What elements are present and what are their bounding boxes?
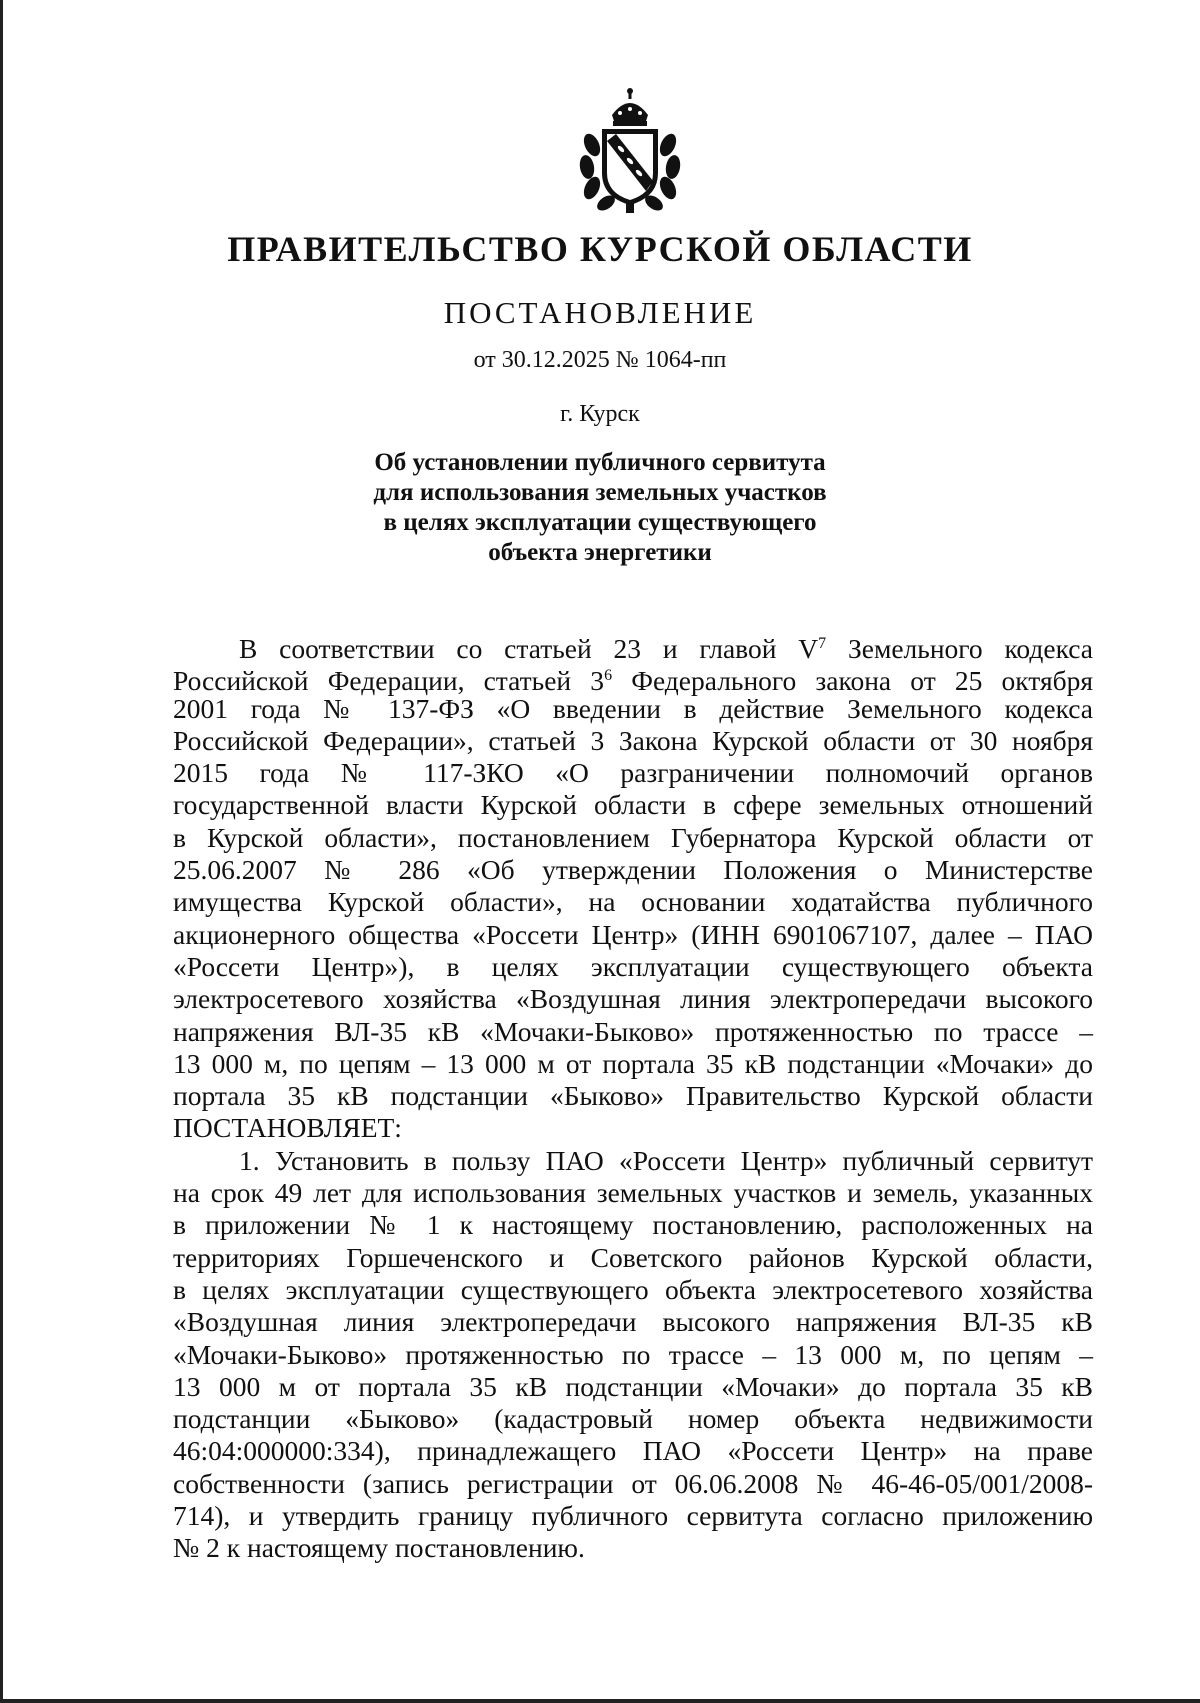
body-line: в целях эксплуатации существующего объекта электросетевого хозяйства: [173, 1273, 1093, 1305]
body-line: 13 000 м от портала 35 кВ подстанции «Мочаки» до портала 35 кВ: [173, 1370, 1093, 1402]
government-title: ПРАВИТЕЛЬСТВО КУРСКОЙ ОБЛАСТИ: [227, 229, 973, 269]
body-line: «Россети Центр»), в целях эксплуатации существующего объекта: [173, 950, 1093, 982]
body-line: «Мочаки-Быково» протяженностью по трассе – 13 000 м, по цепям –: [173, 1338, 1093, 1370]
body-line: 2001 года № 137-ФЗ «О введении в действие Земельного кодекса: [173, 692, 1093, 724]
body-line: территориях Горшеченского и Советского районов Курской области,: [173, 1241, 1093, 1273]
body-line: в приложении № 1 к настоящему постановлению, расположенных на: [173, 1209, 1093, 1241]
body-line: в Курской области», постановлением Губернатора Курской области от: [173, 821, 1093, 853]
body-line: Российской Федерации», статьей 3 Закона Курской области от 30 ноября: [173, 724, 1093, 756]
body-line: 1. Установить в пользу ПАО «Россети Центр» публичный сервитут: [239, 1144, 1093, 1176]
document-city: г. Курск: [560, 401, 640, 427]
subject-line: объекта энергетики: [488, 539, 712, 566]
document-date-number: от 30.12.2025 № 1064-пп: [473, 347, 727, 373]
body-line: имущества Курской области», на основании ходатайства публичного: [173, 886, 1093, 918]
body-line: электросетевого хозяйства «Воздушная линия электропередачи высокого: [173, 983, 1093, 1015]
body-line: 714), и утвердить границу публичного сервитута согласно приложению: [173, 1500, 1093, 1532]
body-line: государственной власти Курской области в сфере земельных отношений: [173, 789, 1093, 821]
body-line: подстанции «Быково» (кадастровый номер объекта недвижимости: [173, 1403, 1093, 1435]
body-line: 25.06.2007 № 286 «Об утверждении Положения о Министерстве: [173, 854, 1093, 886]
body-line: «Воздушная линия электропередачи высокого напряжения ВЛ-35 кВ: [173, 1306, 1093, 1338]
body-line: напряжения ВЛ-35 кВ «Мочаки-Быково» протяженностью по трассе –: [173, 1015, 1093, 1047]
subject-line: для использования земельных участков: [373, 479, 827, 506]
document-type: ПОСТАНОВЛЕНИЕ: [443, 295, 757, 330]
body-line: Российской Федерации, статьей $3^6$ Федерального закона от 25 октября: [173, 665, 1093, 697]
body-line: В соответствии со статьей 23 и главой $V^7$ Земельного кодекса: [239, 633, 1093, 665]
body-line: собственности (запись регистрации от 06.06.2008 № 46-46-05/001/2008-: [173, 1467, 1093, 1499]
body-line: ПОСТАНОВЛЯЕТ:: [173, 1112, 402, 1144]
scan-border-bottom: [0, 1699, 1200, 1703]
body-line: акционерного общества «Россети Центр» (ИНН 6901067107, далее – ПАО: [173, 918, 1093, 950]
body-line: 13 000 м, по цепям – 13 000 м от портала 35 кВ подстанции «Мочаки» до: [173, 1047, 1093, 1079]
body-line: 2015 года № 117-ЗКО «О разграничении полномочий органов: [173, 757, 1093, 789]
subject-line: в целях эксплуатации существующего: [383, 509, 817, 536]
body-line: портала 35 кВ подстанции «Быково» Правительство Курской области: [173, 1080, 1093, 1112]
kursk-coat-of-arms-icon: [570, 85, 690, 215]
body-line: № 2 к настоящему постановлению.: [173, 1532, 585, 1564]
document-subject: [0, 448, 1200, 568]
document-body: [173, 628, 1093, 1565]
subject-line: Об установлении публичного сервитута: [374, 449, 826, 476]
body-line: на срок 49 лет для использования земельных участков и земель, указанных: [173, 1177, 1093, 1209]
body-line: 46:04:000000:334), принадлежащего ПАО «Россети Центр» на праве: [173, 1435, 1093, 1467]
